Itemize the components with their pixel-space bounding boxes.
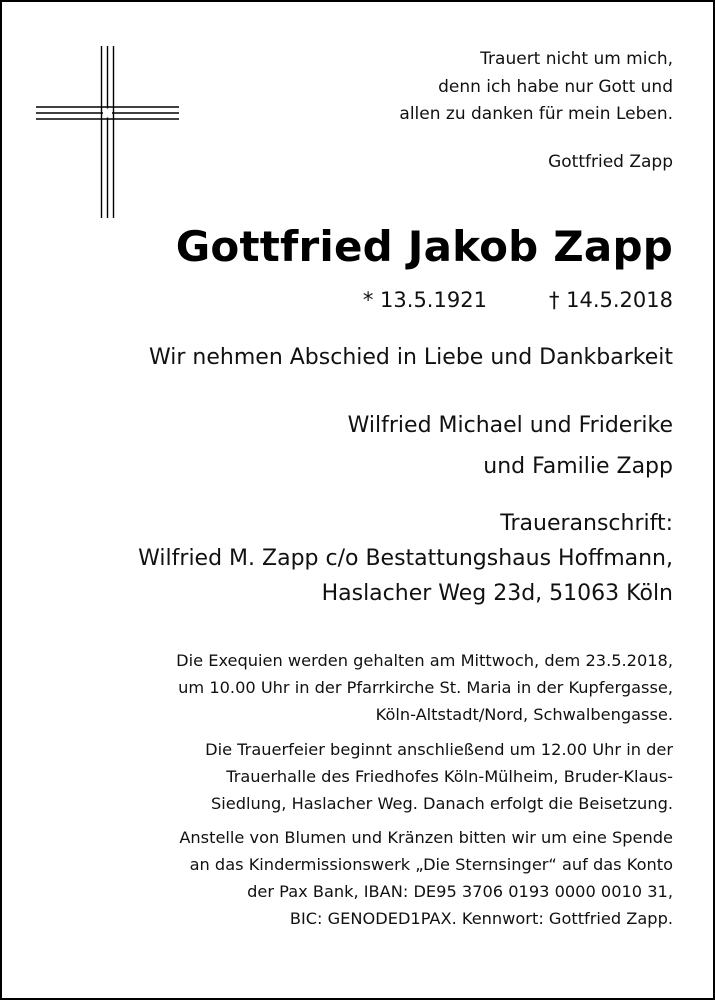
address-label: Traueranschrift: — [500, 511, 673, 536]
quote-author: Gottfried Zapp — [548, 152, 673, 172]
service-details — [176, 647, 673, 940]
mourning-address — [138, 506, 673, 611]
quote-line: Trauert nicht um mich, — [480, 49, 673, 69]
paragraph-line: um 10.00 Uhr in der Pfarrkirche St. Maria in der Kupfergasse, — [178, 678, 673, 697]
family-line: Wilfried Michael und Friderike — [347, 413, 673, 438]
paragraph-line: BIC: GENODED1PAX. Kennwort: Gottfried Zapp. — [289, 909, 673, 928]
deceased-name: Gottfried Jakob Zapp — [175, 222, 673, 271]
funeral-mass-paragraph — [176, 647, 673, 728]
family-names — [348, 405, 673, 487]
address-line: Wilfried M. Zapp c/o Bestattungshaus Hoffmann, — [138, 546, 673, 571]
paragraph-line: Siedlung, Haslacher Weg. Danach erfolgt die Beisetzung. — [211, 793, 673, 813]
birth-date: * 13.5.1921 — [362, 288, 487, 312]
ceremony-paragraph — [176, 736, 673, 817]
death-date: † 14.5.2018 — [548, 288, 673, 312]
paragraph-line: Trauerhalle des Friedhofes Köln-Mülheim, Bruder-Klaus- — [226, 766, 673, 786]
paragraph-line: der Pax Bank, IBAN: DE95 3706 0193 0000 0010 31, — [247, 882, 673, 901]
paragraph-line: Anstelle von Blumen und Kränzen bitten wir um eine Spende — [179, 828, 673, 847]
address-line: Haslacher Weg 23d, 51063 Köln — [321, 581, 673, 606]
paragraph-line: Die Exequien werden gehalten am Mittwoch, dem 23.5.2018, — [176, 651, 673, 670]
family-line: und Familie Zapp — [483, 454, 673, 479]
paragraph-line: Die Trauerfeier beginnt anschließend um 12.00 Uhr in der — [205, 739, 673, 759]
quote-line: allen zu danken für mein Leben. — [399, 104, 673, 124]
quote-text — [399, 46, 673, 129]
paragraph-line: an das Kindermissionswerk „Die Sternsinger“ auf das Konto — [189, 855, 673, 874]
paragraph-line: Köln-Altstadt/Nord, Schwalbengasse. — [375, 705, 673, 724]
cross-icon — [36, 46, 179, 218]
quote-line: denn ich habe nur Gott und — [438, 76, 673, 97]
life-dates — [363, 285, 673, 315]
farewell-text: Wir nehmen Abschied in Liebe und Dankbarkeit — [149, 345, 673, 370]
donation-paragraph — [176, 824, 673, 932]
